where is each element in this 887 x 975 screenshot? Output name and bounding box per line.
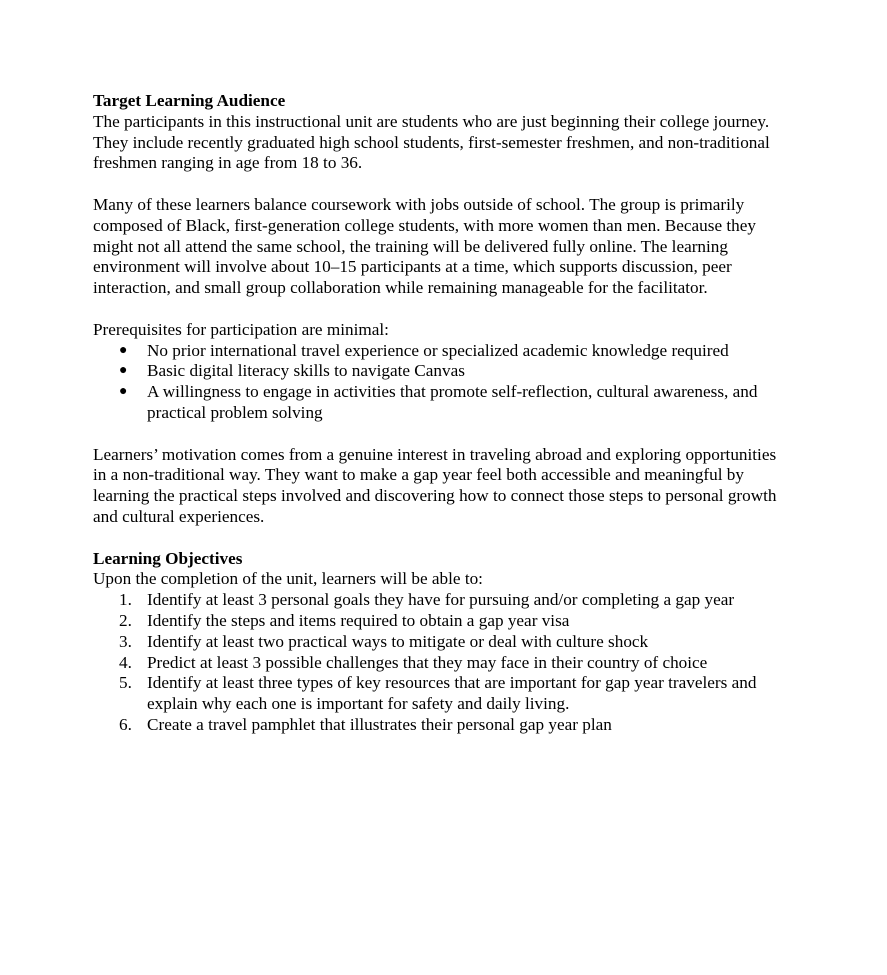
prerequisites-intro: Prerequisites for participation are minimal: [93, 319, 389, 339]
list-item [93, 653, 793, 674]
list-item-text: Create a travel pamphlet that illustrates their personal gap year plan [147, 714, 612, 734]
list-item-text: Predict at least 3 possible challenges that they may face in their country of choice [147, 652, 708, 672]
objectives-list [93, 590, 793, 736]
bullet-icon: ● [119, 384, 128, 400]
list-item-text: Basic digital literacy skills to navigate Canvas [147, 361, 465, 381]
list-item [93, 341, 793, 362]
motivation-paragraph: Learners’ motivation comes from a genuine interest in traveling abroad and exploring opportunities in a non-traditional way. They want to make a gap year feel both accessible and meaningful by learning the practical steps involved and discovering how to connect those steps to personal growth and cultural experiences. [93, 444, 777, 526]
list-item [93, 382, 793, 424]
list-number: 3. [119, 631, 132, 651]
spacer [93, 174, 793, 195]
list-number: 2. [119, 610, 132, 630]
list-item-text: No prior international travel experience or specialized academic knowledge required [147, 340, 729, 360]
prerequisites-list [93, 341, 793, 424]
list-item-text: Identify at least 3 personal goals they have for pursuing and/or completing a gap year [147, 590, 735, 610]
audience-paragraph-2: Many of these learners balance coursework with jobs outside of school. The group is primarily composed of Black, first-generation college students, with more women than men. Because they might not all attend the same school, the training will be delivered fully online. The learning environment will involve about 10–15 participants at a time, which supports discussion, peer interaction, and small group collaboration while remaining manageable for the facilitator. [93, 194, 756, 298]
list-item [93, 611, 793, 632]
list-number: 5. [119, 673, 132, 693]
list-item [93, 632, 793, 653]
objectives-intro: Upon the completion of the unit, learners will be able to: [93, 569, 483, 589]
spacer [93, 299, 793, 320]
list-item [93, 590, 793, 611]
list-number: 1. [119, 590, 132, 610]
list-item [93, 715, 793, 736]
spacer [93, 528, 793, 549]
list-number: 4. [119, 652, 132, 672]
audience-heading: Target Learning Audience [93, 91, 286, 110]
list-item [93, 361, 793, 382]
list-item-text: Identify at least three types of key resources that are important for gap year travelers and explain why each one is important for safety and daily living. [147, 673, 757, 714]
spacer [93, 424, 793, 445]
list-item [93, 673, 793, 715]
bullet-icon: ● [119, 363, 128, 379]
objectives-heading: Learning Objectives [93, 548, 243, 568]
audience-paragraph-1: The participants in this instructional unit are students who are just beginning their college journey. They include recently graduated high school students, first-semester freshmen, and non-traditional freshmen ranging in age from 18 to 36. [93, 111, 770, 173]
list-item-text: Identify the steps and items required to obtain a gap year visa [147, 610, 570, 630]
list-number: 6. [119, 714, 132, 734]
document-page [93, 91, 793, 736]
list-item-text: Identify at least two practical ways to mitigate or deal with culture shock [147, 631, 649, 651]
bullet-icon: ● [119, 342, 128, 358]
list-item-text: A willingness to engage in activities that promote self-reflection, cultural awareness, and practical problem solving [147, 382, 758, 422]
